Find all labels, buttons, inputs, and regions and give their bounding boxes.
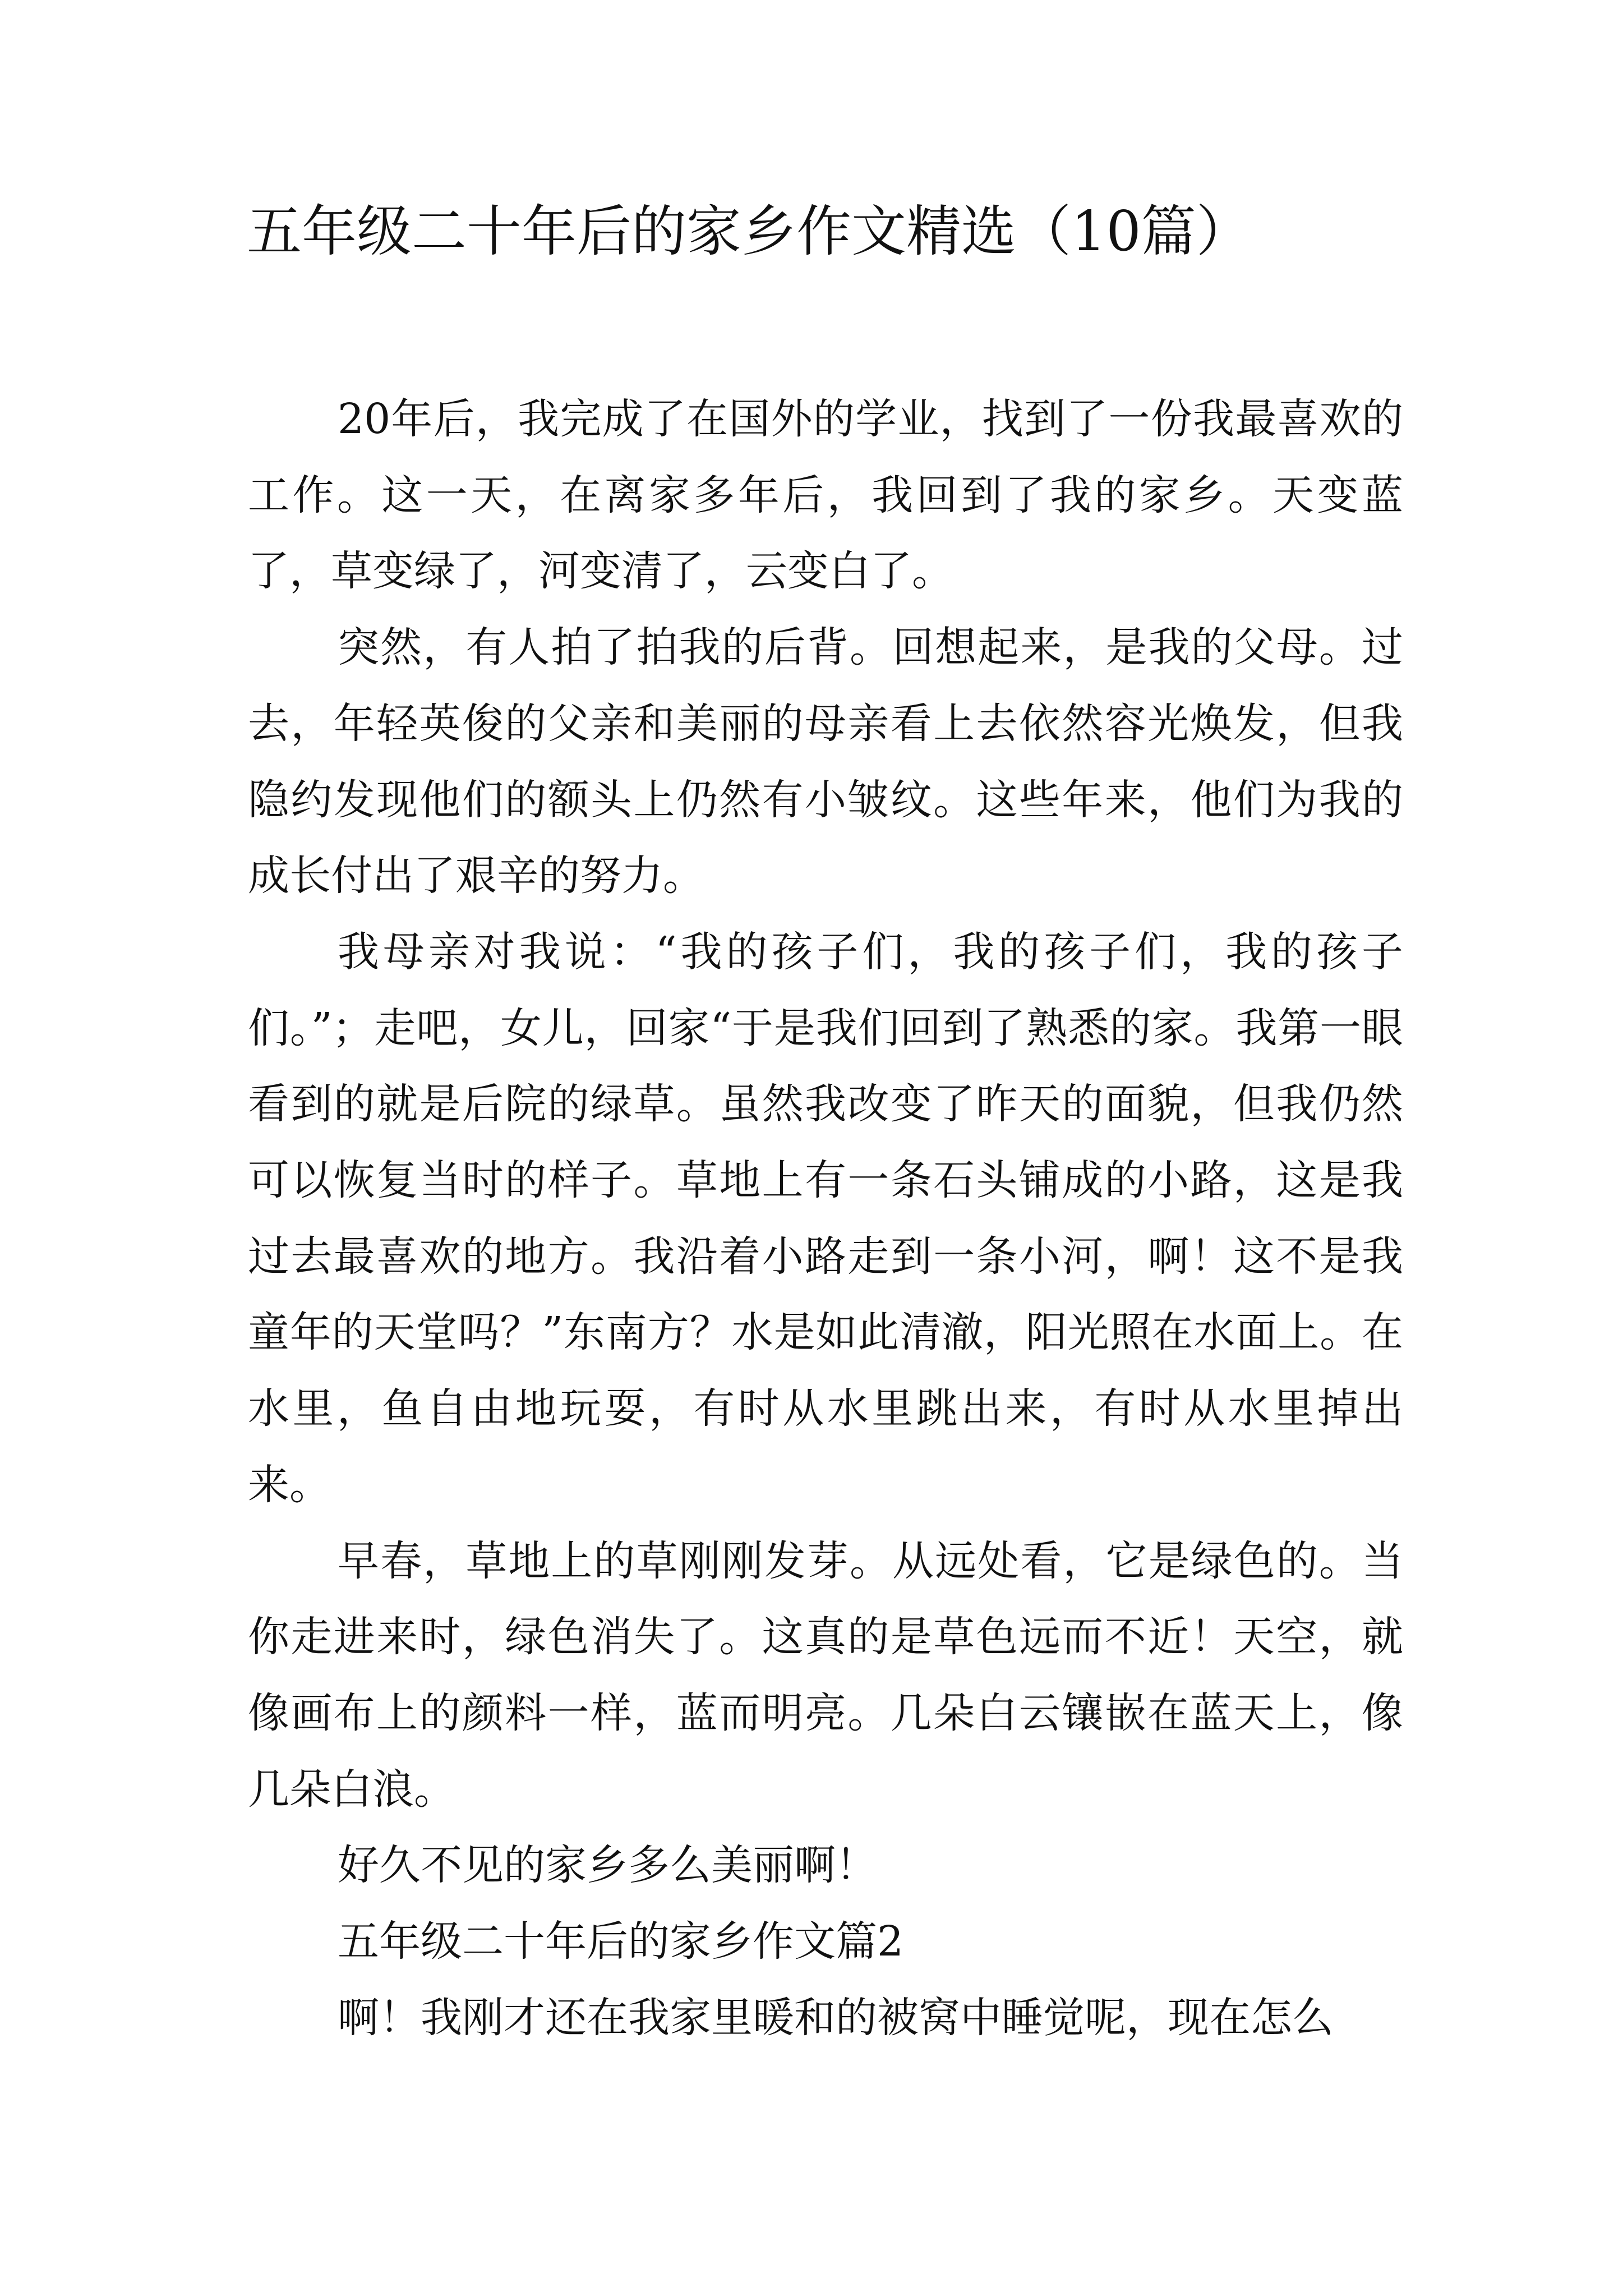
paragraph-2: 突然，有人拍了拍我的后背。回想起来，是我的父母。过去，年轻英俊的父亲和美丽的母亲看上去依然容光焕发，但我隐约发现他们的额头上仍然有小皱纹。这些年来，他们为我的成长付出了艰辛的努力。 (248, 623, 1403, 900)
section-heading-2: 五年级二十年后的家乡作文篇2 (338, 1917, 904, 1966)
paragraph-4: 早春，草地上的草刚刚发芽。从远处看，它是绿色的。当你走进来时，绿色消失了。这真的是草色远而不近！天空，就像画布上的颜料一样，蓝而明亮。几朵白云镶嵌在蓝天上，像几朵白浪。 (248, 1536, 1403, 1814)
document-body (248, 381, 1403, 2056)
paragraph-5: 好久不见的家乡多么美丽啊！ (338, 1841, 877, 1890)
paragraph-6: 啊！我刚才还在我家里暖和的被窝中睡觉呢，现在怎么 (338, 1993, 1334, 2042)
paragraph-3: 我母亲对我说：“我的孩子们，我的孩子们，我的孩子们。”；走吧，女儿，回家“于是我们回到了熟悉的家。我第一眼看到的就是后院的绿草。虽然我改变了昨天的面貌，但我仍然可以恢复当时的样子。草地上有一条石头铺成的小路，这是我过去最喜欢的地方。我沿着小路走到一条小河，啊！这不是我童年的天堂吗？”东南方？水是如此清澈，阳光照在水面上。在水里，鱼自由地玩耍，有时从水里跳出来，有时从水里掉出来。 (248, 927, 1403, 1509)
document-title: 五年级二十年后的家乡作文精选（10篇） (247, 200, 1251, 264)
paragraph-1: 20年后，我完成了在国外的学业，找到了一份我最喜欢的工作。这一天，在离家多年后，我回到了我的家乡。天变蓝了，草变绿了，河变清了，云变白了。 (248, 395, 1403, 596)
